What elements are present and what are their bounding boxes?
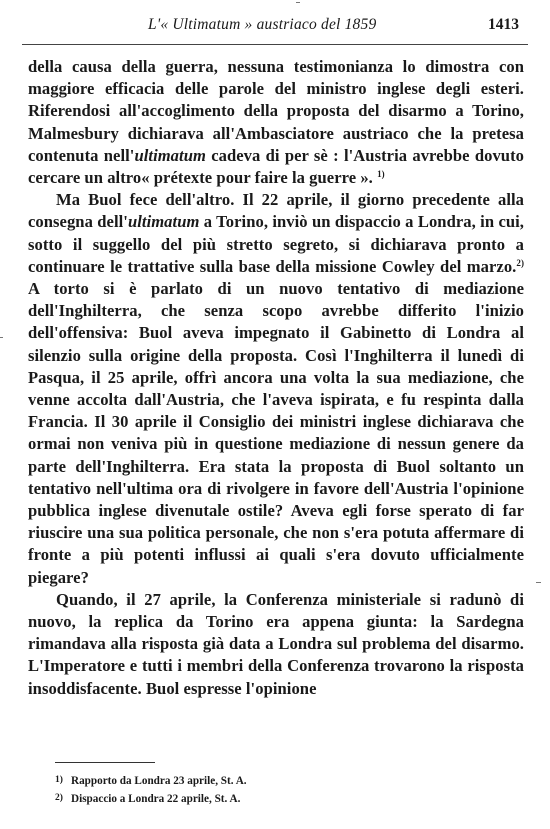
footnotes <box>55 772 247 808</box>
footnote-ref-2: 2) <box>516 257 524 268</box>
paragraph-2: Ma Buol fece dell'altro. Il 22 aprile, il giorno precedente alla consegna dell'ultimatum a Torino, inviò un dispaccio a Londra, in cui, sotto il suggello del più stretto segreto, si dichiarava pronto a continuare le trattative sulla base della missione Cowley del marzo.$^{2)}$ A torto si è parlato di un nuovo tentativo di mediazione dell'Inghilterra, che senza scopo avrebbe differito l'inizio dell'offensiva: Buol aveva impegnato il Gabinetto di Londra al silenzio sulla origine della proposta. Così l'Inghilterra il lunedì di Pasqua, il 25 aprile, offrì ancora una volta la sua mediazione, che venne accolta dall'Austria, che l'aveva ispirata, e fu respinta dalla Francia. Il 30 aprile il Consiglio dei ministri inglese dichiarava che ormai non veniva più in questione mediazione di nessun genere da parte dell'Inghilterra. Era stata la proposta di Buol soltanto un tentativo nell'ultima ora di rivolgere in favore dell'Austria l'opinione pubblica inglese divenutale ostile? Aveva egli forse sperato di far riuscire una sua politica personale, che non s'era potuta affermare di fronte a più potenti influssi ai quali s'era dovuto ufficialmente piegare? <box>28 190 524 587</box>
body-text <box>28 56 524 700</box>
running-title: L'« Ultimatum » austriaco del 1859 <box>148 16 377 33</box>
page-number: 1413 <box>488 16 519 33</box>
footnote-1: 1) Rapporto da Londra 23 aprile, St. A. <box>55 775 247 787</box>
paragraph-3: Quando, il 27 aprile, la Conferenza ministeriale si radunò di nuovo, la replica da Torino era appena giunta: la Sardegna rimandava alla risposta già data a Londra sul problema del disarmo. L'Imperatore e tutti i membri della Conferenza trovarono la risposta insoddisfacente. Buol espresse l'opinione <box>28 589 524 698</box>
margin-mark-left <box>0 337 3 338</box>
page-header <box>0 6 550 40</box>
footnote-ref-1: 1) <box>377 169 385 180</box>
header-rule <box>22 44 528 45</box>
footnote-2: 2) Dispaccio a Londra 22 aprile, St. A. <box>55 793 241 805</box>
footnote-rule <box>55 762 155 763</box>
margin-mark-right <box>536 582 541 583</box>
paragraph-1: della causa della guerra, nessuna testimonianza lo dimostra con maggiore efficacia delle parole del ministro inglese degli esteri. Riferendosi all'accoglimento della proposta del disarmo a Torino, Malmesbury dichiarava all'Ambasciatore austriaco che la pretesa contenuta nell'ultimatum cadeva di per sè : l'Austria avrebbe dovuto cercare un altro« prétexte pour faire la guerre ». $^{1)}$ <box>28 57 524 188</box>
margin-mark-top <box>296 2 300 3</box>
